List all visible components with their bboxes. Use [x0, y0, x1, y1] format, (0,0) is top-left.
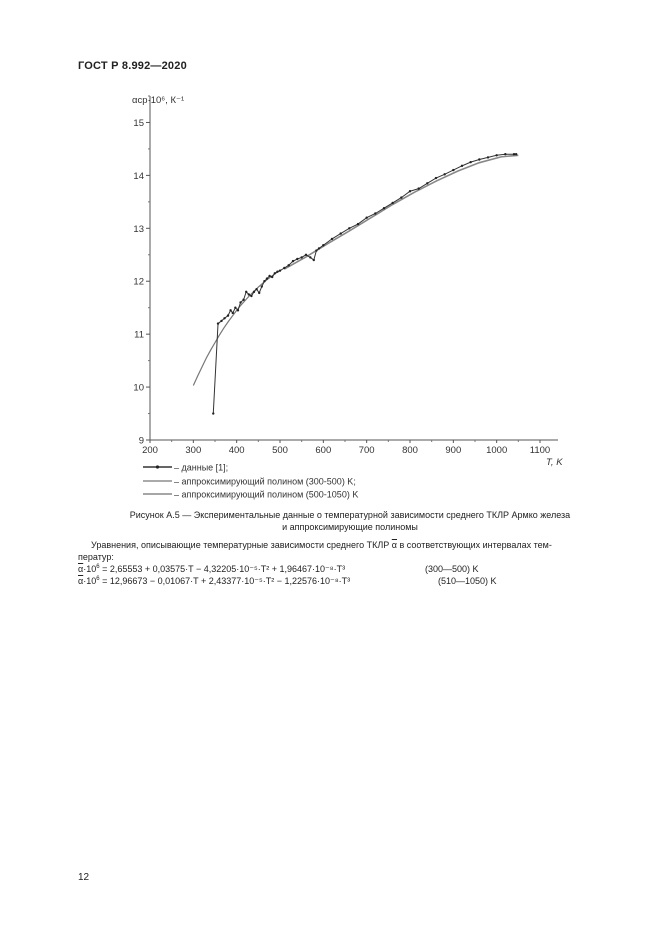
legend-label-fit-500-1050: – аппроксимирующий полином (500-1050) K — [174, 489, 359, 500]
eq1-alpha: $\overline{\alpha}$ — [78, 564, 84, 574]
data-point-44 — [400, 196, 402, 198]
data-point-43 — [391, 202, 393, 204]
data-point-20 — [268, 275, 270, 277]
intro-text-b: в соответствующих интервалах тем- — [399, 540, 552, 550]
data-point-47 — [426, 182, 428, 184]
y-tick-label-6: 15 — [133, 117, 144, 129]
data-point-42 — [383, 207, 385, 209]
data-point-17 — [261, 285, 263, 287]
legend-marker-data — [156, 465, 159, 468]
x-tick-label-7: 900 — [445, 445, 462, 456]
data-point-48 — [435, 177, 437, 179]
data-point-6 — [232, 312, 234, 314]
data-point-3 — [223, 317, 225, 319]
data-point-52 — [469, 161, 471, 163]
data-point-16 — [258, 292, 260, 294]
data-point-45 — [409, 190, 411, 192]
data-point-55 — [495, 154, 497, 156]
figure-caption-line2: и аппроксимирующие полиномы — [282, 522, 418, 532]
data-point-23 — [276, 271, 278, 273]
eq1-formula: = 2,65553 + 0,03575·T − 4,32205·10⁻⁵·T² + 1,96467·10⁻⁸·T³ — [102, 564, 346, 574]
y-tick-label-5: 14 — [133, 170, 144, 182]
data-point-2 — [220, 320, 222, 322]
data-point-37 — [339, 232, 341, 234]
page-number: 12 — [78, 872, 90, 883]
y-tick-label-1: 10 — [133, 382, 144, 394]
y-tick-label-0: 9 — [138, 435, 144, 447]
data-point-54 — [487, 156, 489, 158]
data-point-28 — [296, 258, 298, 260]
x-tick-label-9: 1100 — [529, 445, 551, 456]
alpha-symbol: $\overline{\alpha}$ — [391, 540, 397, 550]
data-point-32 — [313, 259, 315, 261]
eq2-alpha: $\overline{\alpha}$ — [78, 576, 84, 586]
eq2-lhs-exp: 6 — [96, 576, 100, 582]
x-tick-label-4: 600 — [315, 445, 332, 456]
data-point-19 — [266, 277, 268, 279]
data-point-18 — [263, 280, 265, 282]
equation-2 — [78, 575, 350, 587]
figure-caption-line1: Рисунок А.5 — Экспериментальные данные о температурной зависимости среднего ТКЛР Армко железа — [129, 510, 571, 520]
x-axis-label: T, K — [546, 457, 563, 468]
data-point-27 — [292, 260, 294, 262]
data-point-57 — [513, 153, 515, 155]
x-tick-label-8: 1000 — [486, 445, 508, 456]
data-point-15 — [255, 288, 257, 290]
data-series-line — [213, 154, 516, 413]
data-point-0 — [212, 412, 214, 414]
y-tick-label-3: 12 — [133, 276, 144, 288]
data-point-9 — [239, 301, 241, 303]
data-point-12 — [248, 293, 250, 295]
y-tick-label-4: 13 — [133, 223, 144, 235]
y-axis-label: αср·10⁶, К⁻¹ — [132, 95, 185, 106]
legend-label-data: – данные [1]; — [174, 462, 229, 473]
data-point-24 — [279, 269, 281, 271]
data-point-13 — [250, 295, 252, 297]
data-point-10 — [242, 299, 244, 301]
data-point-8 — [237, 309, 239, 311]
data-point-53 — [478, 158, 480, 160]
data-point-33 — [315, 249, 317, 251]
y-tick-label-2: 11 — [134, 329, 144, 341]
x-tick-label-6: 800 — [402, 445, 418, 456]
data-point-49 — [443, 173, 445, 175]
data-point-29 — [300, 256, 302, 258]
eq1-lhs-exp: 6 — [96, 564, 100, 570]
data-point-58 — [515, 153, 517, 155]
data-point-39 — [357, 223, 359, 225]
data-point-7 — [234, 306, 236, 308]
intro-paragraph-cont: ператур: — [78, 552, 114, 562]
intro-paragraph — [91, 539, 631, 551]
data-point-31 — [309, 256, 311, 258]
data-point-21 — [271, 276, 273, 278]
x-tick-label-2: 400 — [228, 445, 245, 456]
equation-1-range: (300—500) K — [425, 564, 479, 574]
data-point-34 — [318, 247, 320, 249]
data-point-25 — [283, 267, 285, 269]
data-point-30 — [305, 254, 307, 256]
data-point-51 — [461, 165, 463, 167]
data-point-46 — [417, 187, 419, 189]
data-point-26 — [287, 264, 289, 266]
data-point-35 — [322, 244, 324, 246]
intro-text-a: Уравнения, описывающие температурные зависимости среднего ТКЛР — [91, 540, 390, 550]
data-point-40 — [365, 217, 367, 219]
document-header: ГОСТ Р 8.992—2020 — [78, 60, 187, 72]
data-point-14 — [253, 291, 255, 293]
x-tick-label-3: 500 — [272, 445, 288, 456]
data-point-5 — [229, 309, 231, 311]
data-point-4 — [227, 314, 229, 316]
data-point-1 — [217, 322, 219, 324]
data-point-56 — [504, 153, 506, 155]
equation-2-range: (510—1050) K — [438, 576, 497, 586]
data-point-50 — [452, 169, 454, 171]
legend-label-fit-300-500: – аппроксимирующий полином (300-500) K; — [174, 476, 356, 487]
fit-curve-300-500 — [193, 271, 280, 386]
x-tick-label-0: 200 — [142, 445, 158, 456]
x-tick-label-1: 300 — [185, 445, 202, 456]
data-point-36 — [331, 238, 333, 240]
eq2-formula: = 12,96673 − 0,01067·T + 2,43377·10⁻⁵·T² − 1,22576·10⁻⁸·T³ — [102, 576, 351, 586]
data-point-22 — [274, 272, 276, 274]
data-point-11 — [245, 291, 247, 293]
data-point-38 — [348, 227, 350, 229]
fit-curve-500-1050 — [284, 155, 518, 269]
eq1-lhs: ·10 — [83, 564, 97, 574]
data-point-41 — [374, 212, 376, 214]
eq2-lhs: ·10 — [83, 576, 97, 586]
equation-1 — [78, 563, 345, 575]
x-tick-label-5: 700 — [358, 445, 375, 456]
